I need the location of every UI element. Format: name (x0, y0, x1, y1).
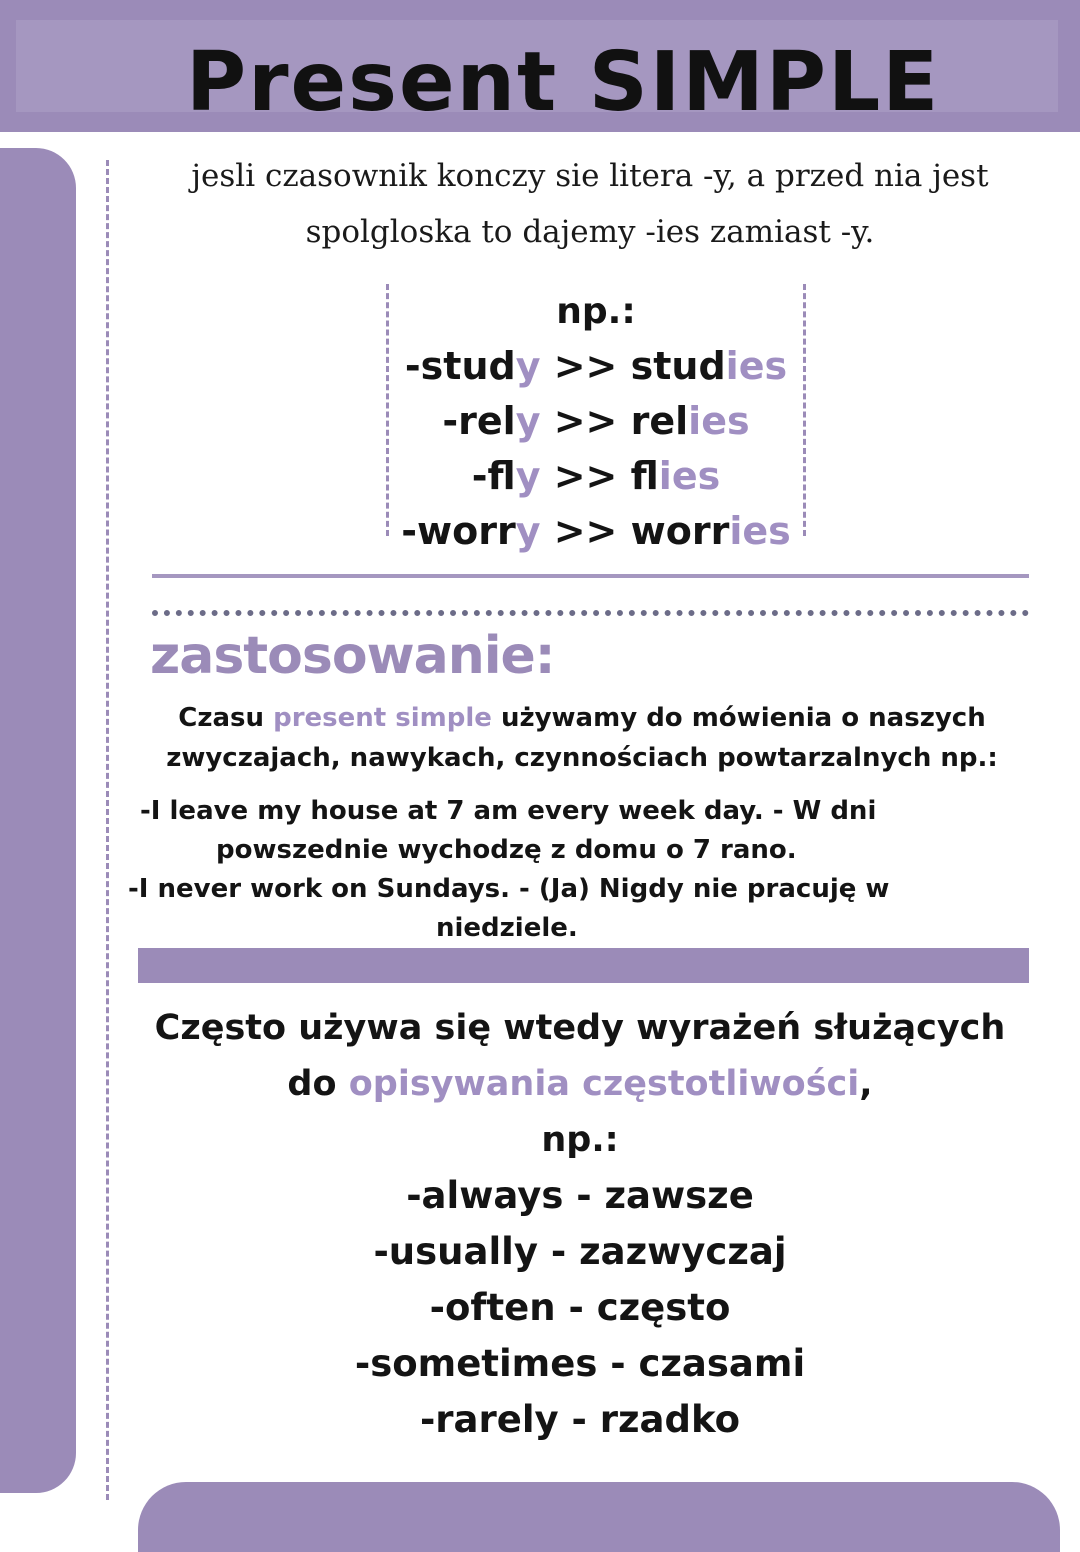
frequency-block (140, 1000, 1020, 1448)
usage-examples (120, 792, 910, 948)
frequency-list (140, 1168, 1020, 1448)
example-box-label: np.: (556, 291, 636, 332)
example-row-worry: -worry >> worries (401, 509, 791, 553)
left-side-tab (0, 148, 76, 1493)
page-title: Present SIMPLE (186, 35, 941, 130)
list-item: -often - często (429, 1286, 731, 1329)
frequency-label: np.: (541, 1120, 619, 1160)
solid-divider (152, 574, 1029, 578)
header-band (0, 0, 1080, 132)
header-inner-panel (16, 20, 1058, 130)
list-item: -always - zawsze (406, 1174, 754, 1217)
band-divider (138, 948, 1029, 983)
frequency-highlight: opisywania częstotliwości (348, 1064, 860, 1104)
usage-example-line: -I leave my house at 7 am every week day. - W dni (140, 796, 877, 826)
bottom-bar (138, 1482, 1060, 1552)
frequency-intro: Często używa się wtedy wyrażeń służących do opisywania częstotliwości, (154, 1008, 1006, 1104)
list-item: -usually - zazwyczaj (373, 1230, 787, 1273)
example-box (386, 284, 806, 553)
usage-highlight: present simple (273, 703, 492, 733)
list-item: -rarely - rzadko (419, 1398, 741, 1441)
rule-text: jesli czasownik konczy sie litera -y, a przed nia jest spolgloska to dajemy -ies zamiast -y. (191, 158, 989, 250)
dashed-margin-line (106, 160, 109, 1500)
section-heading: zastosowanie: (150, 626, 555, 686)
usage-text: Czasu present simple używamy do mówienia o naszych zwyczajach, nawykach, czynnościach powtarzalnych np.: (166, 703, 998, 773)
usage-example-line: niedziele. (436, 913, 578, 943)
dotted-divider (152, 610, 1029, 616)
example-row-fly: -fly >> flies (471, 454, 721, 498)
example-row-rely: -rely >> relies (442, 399, 750, 443)
usage-example-line: -I never work on Sundays. - (Ja) Nigdy nie pracuję w (128, 874, 890, 904)
list-item: -sometimes - czasami (354, 1342, 806, 1385)
usage-example-line: powszednie wychodzę z domu o 7 rano. (216, 835, 797, 865)
example-row-study: -study >> studies (404, 344, 788, 388)
